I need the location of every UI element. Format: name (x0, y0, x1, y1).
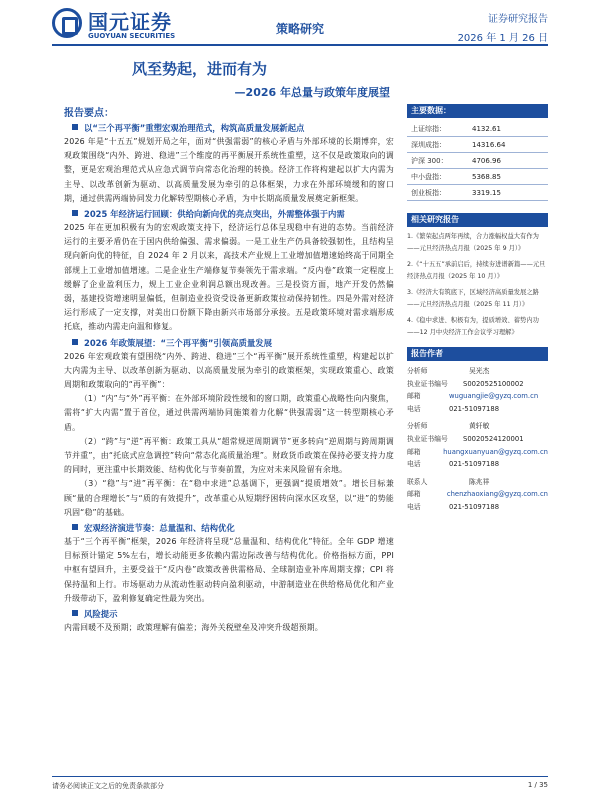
report-category: 策略研究 (276, 22, 325, 36)
author-license: 执业证书编号 S0020525100002 (407, 379, 524, 388)
author-block (407, 365, 548, 415)
email-link[interactable]: wuguangjie@gyzq.com.cn (449, 392, 539, 401)
related-research-heading: 相关研究报告 (407, 213, 548, 227)
report-subtitle: —2026 年总量与政策年度展望 (234, 86, 390, 99)
author-phone: 电话 021-51097188 (407, 460, 500, 469)
report-type: 证券研究报告 (488, 14, 548, 25)
related-report-link[interactable]: 2.《“十五五”承前启后，持续夯进谱新篇——元旦经济热点月报（2025 年 10 月）》 (407, 261, 546, 280)
email-link[interactable]: huangxuanyuan@gyzq.com.cn (443, 447, 548, 456)
footer-disclaimer: 请务必阅读正文之后的免责条款部分 (52, 782, 164, 790)
section-paragraph: 2026 年是“十五五”规划开局之年，面对“供强需弱”的核心矛盾与外部环境的长期博弈，宏观政策围绕“内外、跨进、稳进”三个维度的再平衡展开系统性重塑，这不仅是政策取向的调整，更是宏观治理范式从应急式调节向常态化治理的转换。经济工作将构建起以扩大内需为主导、以改革创新为驱动、以高质量发展为牵引的总体框架，力求在外部环境缓和的窗口期，通过供需两端协同发力化解转型期核心矛盾，为中长期高质量发展奠定新框架。 (64, 137, 394, 203)
main-content (64, 104, 394, 635)
bullet-square-icon (72, 124, 78, 130)
email-link[interactable]: chenzhaoxiang@gyzq.com.cn (446, 490, 548, 499)
section-paragraph: 内需回暖不及预期；政策理解有偏差；海外关税壁垒及冲突升级超预期。 (64, 623, 323, 633)
author-block (407, 476, 548, 514)
report-authors-heading: 报告作者 (407, 347, 548, 361)
related-report-link[interactable]: 3.《经济大有筑底下，区域经济高质量发展之路——元旦经济热点月报（2025 年 11 月）》 (407, 289, 539, 308)
author-email: 邮箱 wuguangjie@gyzq.com.cn (407, 390, 548, 403)
key-data-table (407, 121, 548, 201)
section-title: 2026 年政策展望：“三个再平衡”引领高质量发展 (64, 336, 394, 350)
author-email: 邮箱 chenzhaoxiang@gyzq.com.cn (407, 488, 548, 501)
bullet-square-icon (72, 610, 78, 616)
section-paragraph: （3）“稳”与“进”再平衡：在“稳中求进”总基调下，更强调“提质增效”。增长目标兼顾“量的合理增长”与“质的有效提升”，改革重心从短期纾困转向深水区攻坚，以“进”的势能巩固“稳”的基础。 (64, 479, 394, 517)
author-list (407, 365, 548, 514)
section-paragraph: （1）“内”与“外”再平衡：在外部环境阶段性缓和的窗口期，政策重心战略性向内聚焦，需将“扩大内需”置于首位，通过供需两端协同施策着力化解“供强需弱”这一转型期核心矛盾。 (64, 394, 394, 432)
author-license: 执业证书编号 S0020524120001 (407, 434, 524, 443)
data-row: 上证综指： 4132.61 (407, 121, 548, 137)
data-row: 沪深 300： 4706.96 (407, 153, 548, 169)
section-paragraph: 2026 年宏观政策有望围绕“内外、跨进、稳进”三个“再平衡”展开系统性重塑，构建起以扩大内需为主导、以改革创新为驱动、以高质量发展为牵引的政策框架，实现政策重心、政策周期和政策取向的“再平衡”： (64, 351, 394, 390)
section-title: 宏观经济演进节奏：总量温和、结构优化 (64, 521, 394, 535)
sidebar (407, 104, 548, 514)
company-logo (52, 6, 202, 44)
related-report-link[interactable]: 4.《稳中求进、积极有为，提质增效、蓄势内功——12 月中央经济工作会议学习理解》 (407, 317, 539, 336)
author-block (407, 420, 548, 470)
logo-name: 国元证券 (88, 10, 172, 34)
header-divider (52, 44, 548, 46)
related-research-list (407, 231, 548, 339)
section-paragraph: 基于“三个再平衡”框架，2026 年经济将呈现“总量温和、结构优化”特征。全年 GDP 增速目标预计锚定 5%左右，增长动能更多依赖内需边际改善与结构优化。价格指标方面，PPI 中枢有望回升，主要受益于“反内卷”政策改善供需格局、全球制造业补库周期支撑；CPI 将保持温和上行。市场驱动力从流动性驱动转向盈利驱动，中游制造业在供给格局优化和产业升级带动下，盈利修复确定性最为突出。 (64, 537, 394, 603)
data-row: 深圳成指： 14316.64 (407, 137, 548, 153)
data-row: 创业板指： 3319.15 (407, 185, 548, 201)
page-number: 1 / 35 (527, 781, 548, 789)
key-data-heading: 主要数据： (407, 104, 548, 118)
section-paragraph: 2025 年在更加积极有为的宏观政策支持下，经济运行总体呈现稳中有进的态势。当前经济运行的主要矛盾仍在于国内供给偏强、需求偏弱。一是工业生产仍具备较强韧性，且结构呈现向新向优的特征，自 2024 年 2 月以来，高技术产业规上工业增加值增速始终高于同期全部规上工业增加值增速。二是企业生产端修复节奏领先于需求端。“反内卷”政策一定程度上缓解了企业盈利压力，规上工业企业利润总额出现改善。三是投资方面，地产开发仍然偏弱，基建投资增速明显偏低，但制造业投资受设备更新政策拉动保持韧性。四是外需对经济运行形成了一定支撑，对美出口份额下降由新兴市场部分承接。五是政策环境对需求端形成托底，推动内需走向温和修复。 (64, 223, 394, 332)
data-row: 中小盘指： 5368.85 (407, 169, 548, 185)
author-email: 邮箱 huangxuanyuan@gyzq.com.cn (407, 446, 548, 459)
related-report-link[interactable]: 1.《繁荣起点两年再续，合力涨幅权益大有作为——元旦经济热点月报（2025 年 9 月）》 (407, 233, 539, 252)
section-title: 以“三个再平衡”重塑宏观治理范式，构筑高质量发展新起点 (64, 121, 394, 135)
report-date: 2026 年 1 月 26 日 (457, 33, 548, 44)
author-role: 分析师 黄轩敏 (407, 422, 490, 431)
key-points-heading: 报告要点： (64, 108, 114, 119)
report-title: 风至势起，进而有为 (132, 60, 268, 78)
bullet-square-icon (72, 524, 78, 530)
footer-divider (52, 776, 548, 777)
section-title: 2025 年经济运行回顾：供给向新向优的亮点突出，外需整体强于内需 (64, 207, 394, 221)
bullet-square-icon (72, 210, 78, 216)
logo-english-name: GUOYUAN SECURITIES (88, 32, 176, 40)
section-paragraph: （2）“跨”与“逆”再平衡：政策工具从“超常规逆周期调节”更多转向“逆周期与跨周期调节并重”，由“托底式应急调控”转向“常态化高质量治理”。财政货币政策在保持必要支持力度的同时，更注重中长期效能、结构优化与节奏前置，为应对未来风险留有余地。 (64, 436, 394, 475)
author-role: 联系人 陈兆祥 (407, 477, 490, 486)
bullet-square-icon (72, 339, 78, 345)
author-phone: 电话 021-51097188 (407, 502, 500, 511)
author-role: 分析师 吴光杰 (407, 367, 490, 375)
logo-mark-icon (52, 8, 82, 38)
author-phone: 电话 021-51097188 (407, 404, 500, 413)
section-title: 风险提示 (64, 607, 394, 621)
